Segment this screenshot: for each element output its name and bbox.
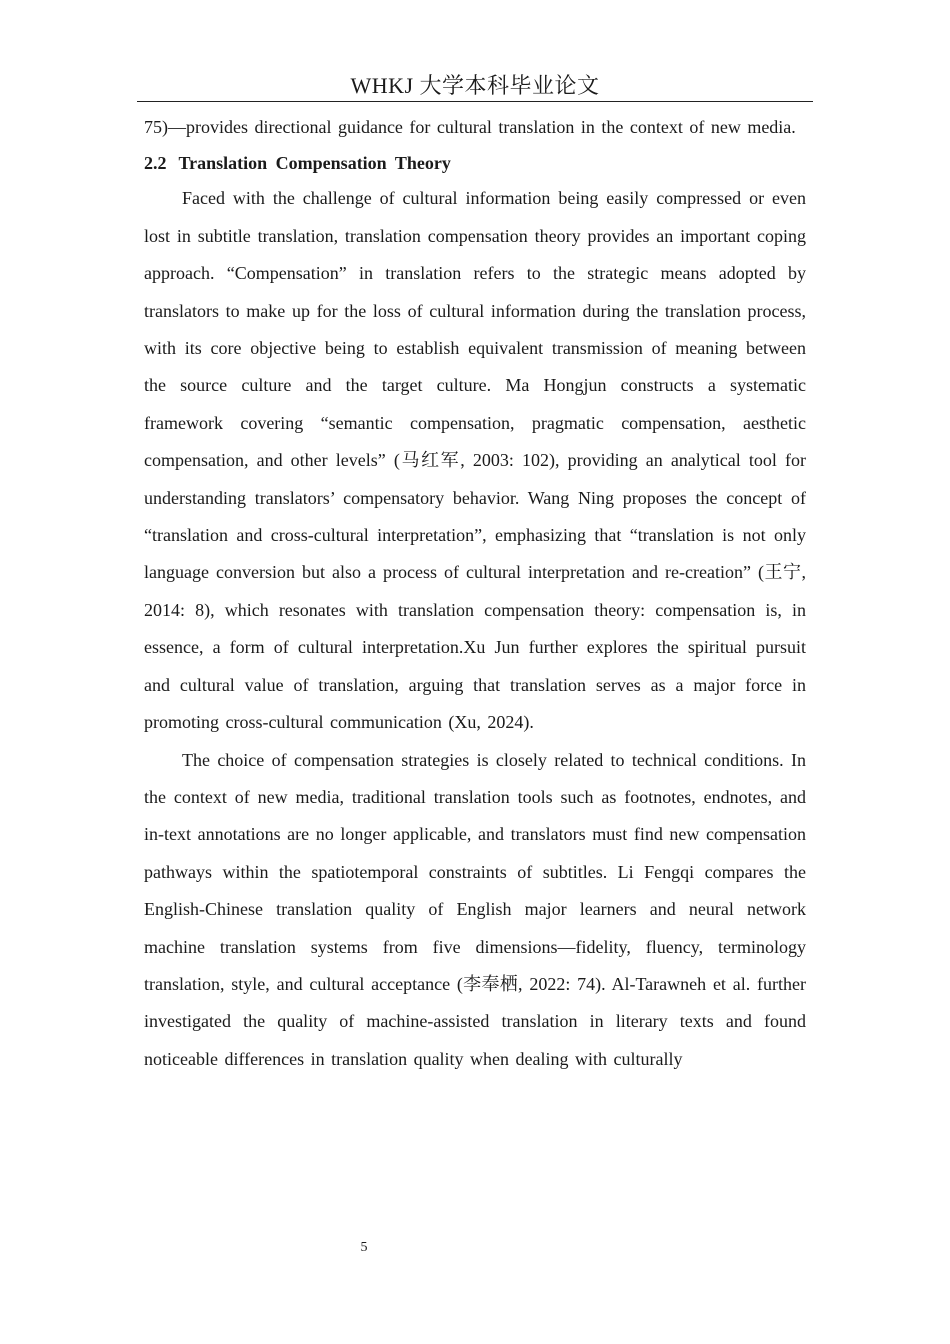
section-title: Translation Compensation Theory (178, 153, 451, 174)
header-rule (137, 101, 813, 102)
page-number: 5 (360, 1240, 368, 1255)
running-header-title: WHKJ 大学本科毕业论文 (350, 73, 600, 98)
body-paragraph-1: Faced with the challenge of cultural information being easily compressed or even lost in subtitle translation, translation compensation theory provides an important coping approach. “Compensation” in translation refers to the strategic means adopted by translators to make up for the loss of cultural information during the translation process, with its core objective being to establish equivalent transmission of meaning between the source culture and the target culture. Ma Hongjun constructs a systematic framework covering “semantic compensation, pragmatic compensation, aesthetic compensation, and other levels” (马红军, 2003: 102), providing an analytical tool for understanding translators’ compensatory behavior. Wang Ning proposes the concept of “translation and cross-cultural interpretation”, emphasizing that “translation is not only language conversion but also a process of cultural interpretation and re-creation” (王宁, 2014: 8), which resonates with translation compensation theory: compensation is, in essence, a form of cultural interpretation.Xu Jun further explores the spiritual pursuit and cultural value of translation, arguing that translation serves as a major force in promoting cross-cultural communication (Xu, 2024). (144, 188, 806, 733)
body-paragraph-2: The choice of compensation strategies is closely related to technical conditions. In the context of new media, traditional translation tools such as footnotes, endnotes, and in-text annotations are no longer applicable, and translators must find new compensation pathways within the spatiotemporal constraints of subtitles. Li Fengqi compares the English-Chinese translation quality of English major learners and neural network machine translation systems from five dimensions—fidelity, fluency, terminology translation, style, and cultural acceptance (李奉栖, 2022: 74). Al-Tarawneh et al. further investigated the quality of machine-assisted translation in literary texts and found noticeable differences in translation quality when dealing with culturally (144, 749, 806, 1069)
section-number: 2.2 (144, 153, 167, 174)
continuation-paragraph: 75)—provides directional guidance for cultural translation in the context of new media. (144, 117, 796, 137)
section-heading (144, 146, 806, 180)
body-text (144, 109, 806, 1078)
